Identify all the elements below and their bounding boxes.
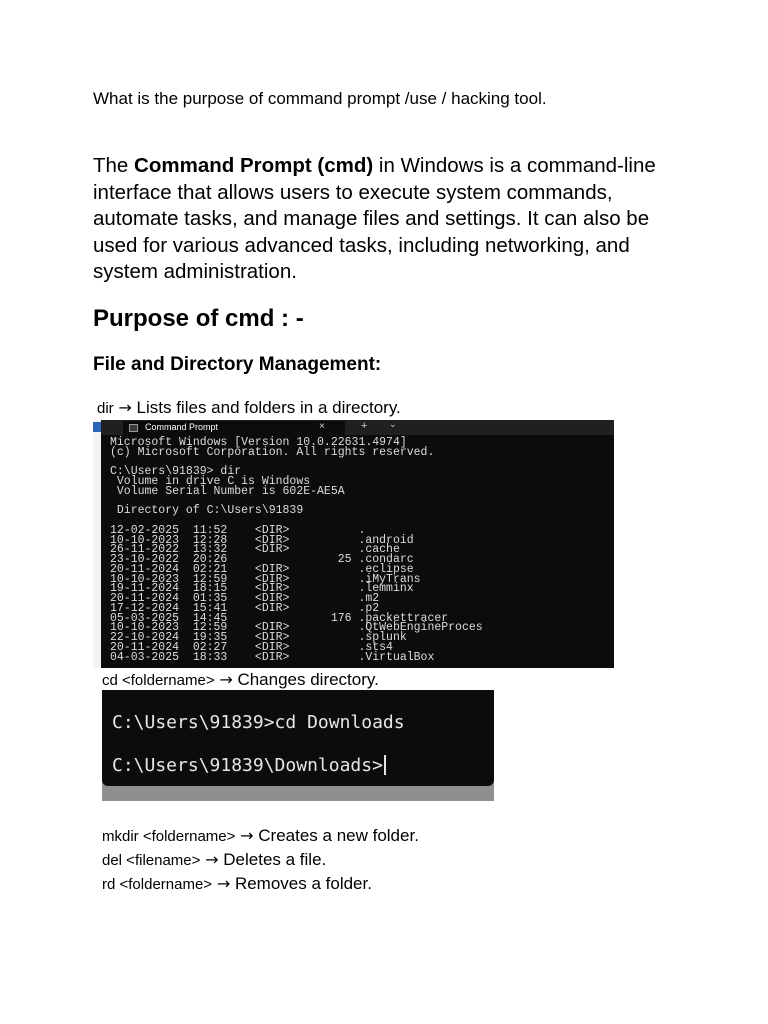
terminal-line: Volume Serial Number is 602E-AE5A [110, 484, 345, 498]
terminal-line: 20-11-2024 02:21 <DIR> .eclipse [110, 562, 414, 576]
chevron-down-icon: ⌄ [389, 420, 397, 429]
arrow-icon: → [118, 398, 132, 417]
command-name: dir [97, 400, 114, 417]
command-rd [102, 874, 372, 894]
arrow-icon: → [216, 874, 231, 893]
tab-title: Command Prompt [145, 422, 219, 432]
terminal-line: 20-11-2024 02:27 <DIR> .sts4 [110, 640, 393, 654]
command-prompt-screenshot [93, 420, 614, 668]
arrow-icon: → [219, 670, 233, 689]
terminal-line: 10-10-2023 12:59 <DIR> .iMyTrans [110, 572, 421, 586]
intro-bold-term: Command Prompt (cmd) [134, 154, 374, 177]
intro-prefix: The [93, 154, 135, 177]
terminal-line: Microsoft Windows [Version 10.0.22631.4974] [110, 436, 407, 449]
terminal-line: 23-10-2022 20:26 25 .condarc [110, 553, 414, 566]
command-description: Changes directory. [232, 670, 379, 689]
text-cursor [384, 755, 386, 775]
cd-result-line [112, 755, 386, 776]
terminal-line: 04-03-2025 18:33 <DIR> .VirtualBox [110, 650, 435, 664]
question-text: What is the purpose of command prompt /use / hacking tool. [93, 89, 547, 108]
arrow-icon: → [205, 850, 219, 869]
command-cd [102, 670, 379, 690]
terminal-line: 17-12-2024 15:41 <DIR> .p2 [110, 601, 380, 615]
heading-purpose: Purpose of cmd : - [93, 305, 304, 332]
command-mkdir [102, 826, 419, 846]
command-description: Creates a new folder. [253, 826, 419, 845]
tab-command-prompt [123, 421, 345, 435]
terminal-output [110, 438, 483, 662]
terminal-line: 10-10-2023 12:59 <DIR> .QtWebEngineProces [110, 621, 483, 635]
terminal-line: Directory of C:\Users\91839 [110, 504, 304, 518]
terminal-line: 20-11-2024 01:35 <DIR> .m2 [110, 592, 380, 605]
cd-command-line: C:\Users\91839>cd Downloads [112, 712, 405, 733]
terminal-line: 12-02-2025 11:52 <DIR> . [110, 523, 366, 537]
terminal-line: (c) Microsoft Corporation. All rights reserved. [110, 445, 435, 459]
intro-paragraph [93, 153, 693, 286]
command-name: cd <foldername> [102, 672, 215, 689]
terminal-line: 19-11-2024 18:15 <DIR> .lemminx [110, 582, 414, 596]
cd-example-screenshot [102, 690, 494, 801]
intro-rest: in Windows is a command-line interface that allows users to execute system commands, automate tasks, and manage files and settings. It can also be used for various advanced tasks, including networking, and system administration. [93, 154, 656, 283]
terminal-line: 26-11-2022 13:32 <DIR> .cache [110, 543, 400, 557]
command-description: Lists files and folders in a directory. [131, 398, 401, 417]
heading-file-management: File and Directory Management: [93, 354, 382, 375]
command-del [102, 850, 326, 870]
terminal-line: C:\Users\91839> dir [110, 465, 242, 479]
terminal-line: 22-10-2024 19:35 <DIR> .splunk [110, 631, 407, 644]
arrow-icon: → [240, 826, 254, 845]
command-dir [97, 398, 401, 418]
title-bar [93, 420, 614, 435]
command-name: mkdir <foldername> [102, 828, 236, 845]
command-description: Deletes a file. [218, 850, 327, 869]
background-window-edge [93, 420, 101, 668]
terminal-icon [129, 424, 138, 432]
cd-result-text: C:\Users\91839\Downloads> [112, 755, 383, 776]
command-name: rd <foldername> [102, 876, 213, 893]
terminal-line: Volume in drive C is Windows [110, 475, 311, 488]
terminal-line: 10-10-2023 12:28 <DIR> .android [110, 533, 414, 547]
command-description: Removes a folder. [230, 874, 372, 893]
command-name: del <filename> [102, 852, 201, 869]
terminal-line: 05-03-2025 14:45 176 .packettracer [110, 611, 449, 625]
close-icon: × [319, 421, 325, 432]
plus-icon: + [361, 420, 368, 432]
